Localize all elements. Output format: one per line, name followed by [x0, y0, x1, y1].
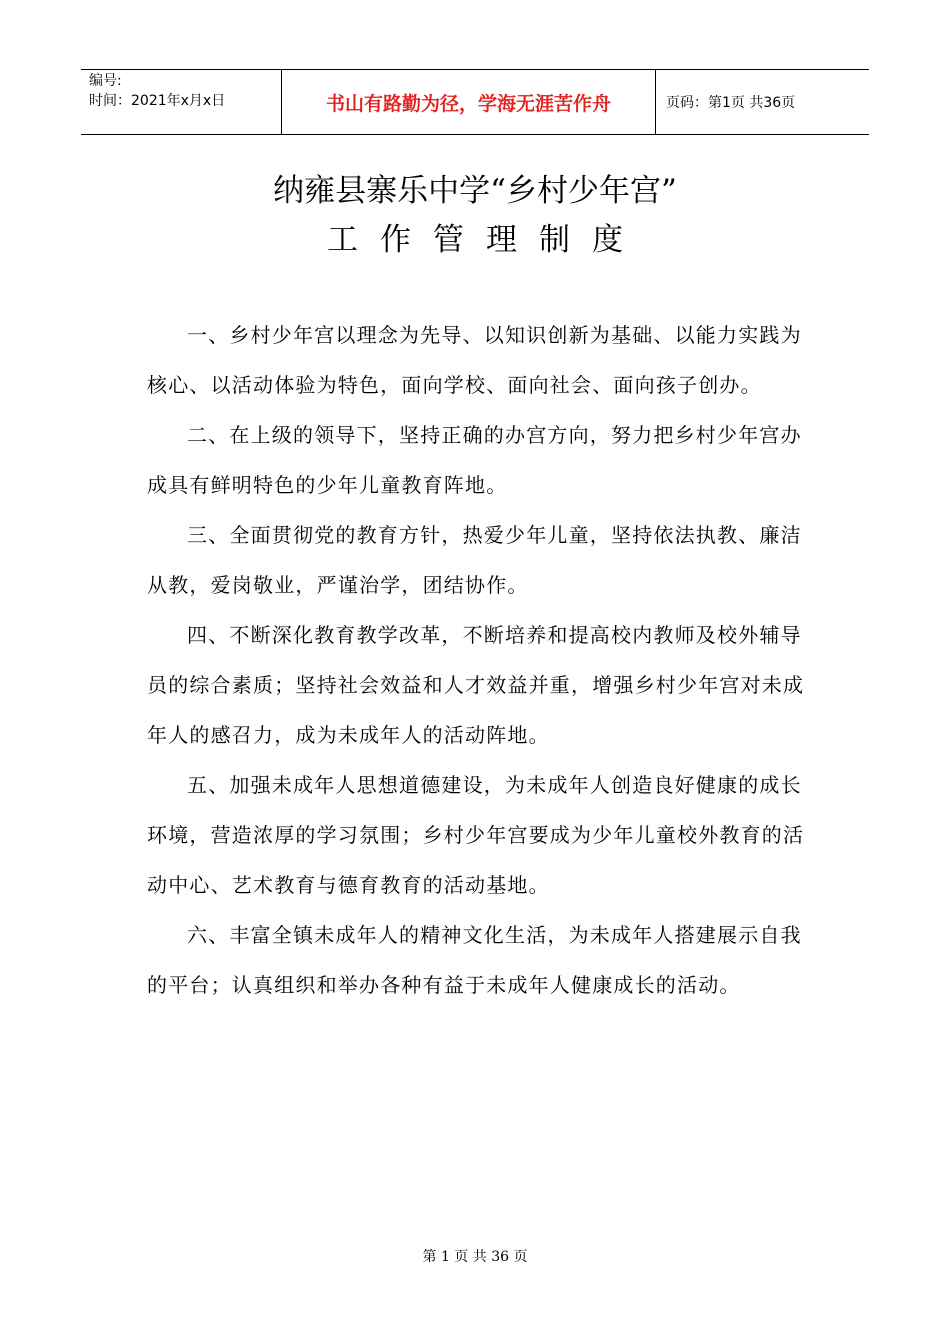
document-body	[147, 310, 807, 1010]
paragraph-6: 六、丰富全镇未成年人的精神文化生活，为未成年人搭建展示自我的平台；认真组织和举办各种有益于未成年人健康成长的活动。	[147, 923, 802, 997]
paragraph-2: 二、在上级的领导下，坚持正确的办宫方向，努力把乡村少年宫办成具有鲜明特色的少年儿童教育阵地。	[147, 423, 802, 497]
header-page-info: 页码：第1页 共36页	[666, 95, 796, 111]
header-meta	[81, 70, 282, 134]
paragraph-4: 四、不断深化教育教学改革，不断培养和提高校内教师及校外辅导员的综合素质；坚持社会效益和人才效益并重，增强乡村少年宫对未成年人的感召力，成为未成年人的活动阵地。	[147, 623, 805, 747]
document-title-line1: 纳雍县寨乐中学“乡村少年宫”	[273, 173, 677, 209]
document-header	[81, 69, 869, 135]
document-title-line2: 工作管理制度	[327, 222, 645, 258]
paragraph-5: 五、加强未成年人思想道德建设，为未成年人创造良好健康的成长环境，营造浓厚的学习氛围；乡村少年宫要成为少年儿童校外教育的活动中心、艺术教育与德育教育的活动基地。	[147, 773, 805, 897]
header-number-label: 编号:	[89, 73, 122, 89]
paragraph-3: 三、全面贯彻党的教育方针，热爱少年儿童，坚持依法执教、廉洁从教，爱岗敬业，严谨治学，团结协作。	[147, 523, 802, 597]
page-footer: 第 1 页 共 36 页	[422, 1249, 528, 1265]
header-motto: 书山有路勤为径，学海无涯苦作舟	[282, 70, 656, 134]
header-time-label: 时间：2021年x月x日	[89, 93, 226, 109]
paragraph-1: 一、乡村少年宫以理念为先导、以知识创新为基础、以能力实践为核心、以活动体验为特色，面向学校、面向社会、面向孩子创办。	[147, 323, 802, 397]
